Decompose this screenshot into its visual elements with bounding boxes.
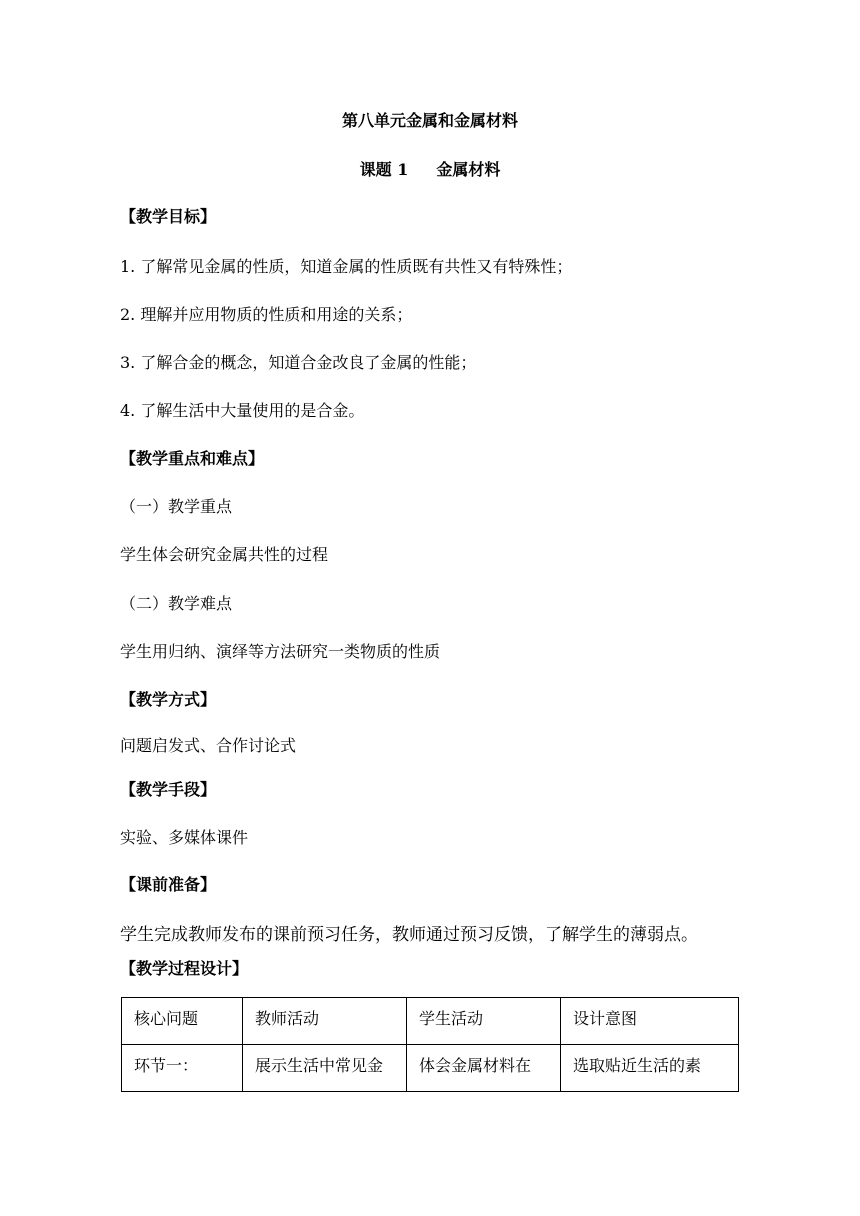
key-text: 学生体会研究金属共性的过程 xyxy=(120,545,329,564)
means-heading: 【教学手段】 xyxy=(120,780,217,799)
table-cell: 环节一： xyxy=(122,1045,243,1092)
means-text: 实验、多媒体课件 xyxy=(120,828,249,847)
table-header-cell: 教师活动 xyxy=(243,998,407,1045)
document-title: 第八单元金属和金属材料 xyxy=(341,111,518,130)
difficult-text: 学生用归纳、演绎等方法研究一类物质的性质 xyxy=(120,642,441,661)
objectives-heading: 【教学目标】 xyxy=(120,207,217,226)
prep-heading: 【课前准备】 xyxy=(120,875,217,894)
objective-item: 4. 了解生活中大量使用的是合金。 xyxy=(120,401,365,420)
keypoints-heading: 【教学重点和难点】 xyxy=(120,449,265,468)
lesson-label: 课题 1 xyxy=(359,160,409,179)
method-heading: 【教学方式】 xyxy=(120,690,217,709)
process-heading: 【教学过程设计】 xyxy=(120,959,249,978)
table-header-cell: 设计意图 xyxy=(561,998,739,1045)
objective-item: 3. 了解合金的概念，知道合金改良了金属的性能； xyxy=(120,353,477,372)
table-cell: 选取贴近生活的素 xyxy=(561,1045,739,1092)
table-row xyxy=(122,1045,739,1092)
table-header-row xyxy=(122,998,739,1045)
prep-text: 学生完成教师发布的课前预习任务，教师通过预习反馈，了解学生的薄弱点。 xyxy=(120,925,698,945)
objective-item: 2. 理解并应用物质的性质和用途的关系； xyxy=(120,305,413,324)
lesson-subtitle xyxy=(0,160,860,180)
table-header-cell: 核心问题 xyxy=(122,998,243,1045)
difficult-label: （二）教学难点 xyxy=(120,594,233,613)
process-table xyxy=(121,997,739,1092)
key-label: （一）教学重点 xyxy=(120,497,233,516)
table-cell: 体会金属材料在 xyxy=(407,1045,561,1092)
method-text: 问题启发式、合作讨论式 xyxy=(120,736,297,755)
table-cell: 展示生活中常见金 xyxy=(243,1045,407,1092)
objective-item: 1. 了解常见金属的性质，知道金属的性质既有共性又有特殊性； xyxy=(120,257,573,276)
table-header-cell: 学生活动 xyxy=(407,998,561,1045)
lesson-name: 金属材料 xyxy=(436,160,501,179)
